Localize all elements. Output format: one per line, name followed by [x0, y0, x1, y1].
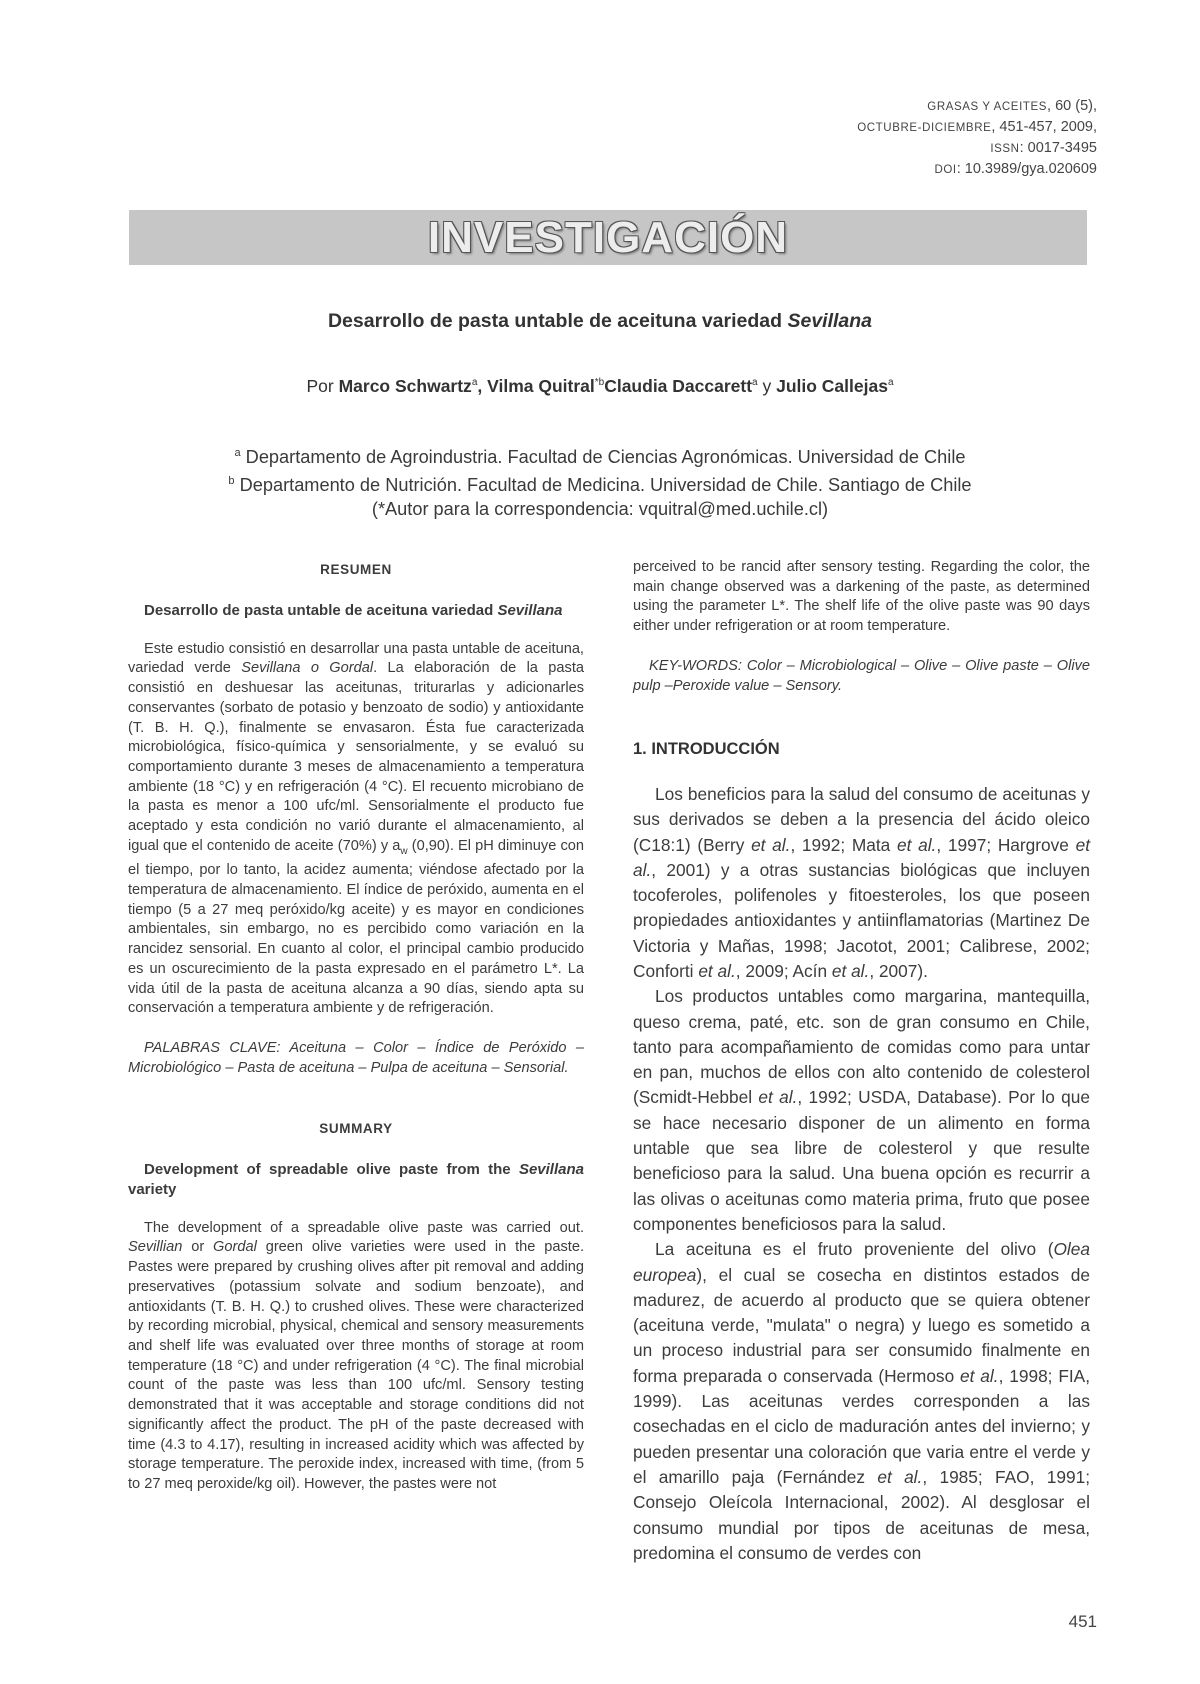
intro-heading: 1. INTRODUCCIÓN — [633, 740, 780, 759]
text-run: , 1997; Hargrove — [936, 834, 1076, 855]
text-run: , 2009; Acín — [735, 961, 832, 981]
text-run: Los beneficios para la salud del consumo de aceitunas y sus derivados se deben a la presencia del ácido oleico (C18:1) (Berry — [633, 783, 1090, 855]
affiliation-a: $^a$ Departamento de Agroindustria. Facultad de Ciencias Agronómicas. Universidad de Chile — [234, 447, 966, 468]
authors: Por Marco Schwartz$^a$, Vilma Quitral$^{*b}$Claudia Daccarett$^a$ y Julio Callejas$^a$ — [306, 376, 894, 396]
italic-run: et al. — [877, 1466, 923, 1487]
italic-run: et al. — [960, 1365, 999, 1386]
journal-info — [857, 96, 1097, 180]
affiliations — [0, 441, 1200, 521]
italic-run: et al. — [831, 961, 870, 981]
journal-line-2: OCTUBRE-DICIEMBRE, 451-457, 2009, — [857, 119, 1097, 135]
text-run: , 2001) y a otras sustancias biológicas que incluyen tocoferoles, polifenoles y fitoesteroles, los que poseen propiedades antioxidantes y antiinflamatorias (Martinez De Victoria y Mañas, 1998; Jacotot, 2001; Calibrese, 2002; Conforti — [633, 859, 1090, 981]
page-number: 451 — [1068, 1612, 1097, 1631]
summary-abstract-continued: perceived to be rancid after sensory testing. Regarding the color, the main change observed was a darkening of the paste, as determined using the parameter L*. The shelf life of the olive paste was 90 days either under refrigeration or at room temperature. — [633, 559, 1090, 635]
italic-run: et al. — [758, 1087, 798, 1108]
italic-run: Olea europea — [633, 1239, 1090, 1285]
author-3: Claudia Daccarett — [604, 376, 753, 396]
intro-body — [633, 782, 1090, 1566]
text-run: , 1992; Mata — [790, 834, 897, 855]
italic-run: et al. — [751, 834, 791, 855]
intro-paragraph — [633, 782, 1090, 984]
right-column — [633, 558, 1090, 1566]
text-run: La aceituna es el fruto proveniente del olivo ( — [655, 1239, 1054, 1260]
summary-heading: SUMMARY — [319, 1121, 393, 1137]
left-column — [128, 560, 584, 1495]
summary-keywords: KEY-WORDS: Color – Microbiological – Olive – Olive paste – Olive pulp –Peroxide value – Sensory. — [633, 657, 1090, 694]
text-run: , 1985; FAO, 1991; Consejo Oleícola Internacional, 2002). Al desglosar el consumo mundial por tipos de aceitunas de mesa, predomina el consumo de verdes con — [633, 1466, 1090, 1563]
resumen-keywords: PALABRAS CLAVE: Aceituna – Color – Índice de Peróxido – Microbiológico – Pasta de aceituna – Pulpa de aceituna – Sensorial. — [128, 1039, 584, 1076]
italic-run: et al. — [698, 961, 736, 981]
paper-title: Desarrollo de pasta untable de aceituna variedad Sevillana — [327, 310, 873, 332]
text-run: , 2007). — [869, 961, 928, 981]
banner-text: INVESTIGACIÓN — [427, 213, 789, 262]
journal-line-4: DOI: 10.3989/gya.020609 — [934, 161, 1097, 177]
journal-line-3: ISSN: 0017-3495 — [990, 140, 1097, 156]
section-banner — [129, 210, 1087, 265]
italic-run: et al. — [633, 834, 1091, 880]
journal-line-1: GRASAS Y ACEITES, 60 (5), — [927, 98, 1097, 114]
author-2: Vilma Quitral — [487, 376, 595, 396]
intro-paragraph — [633, 1237, 1090, 1566]
text-run: ), el cual se cosecha en distintos estados de madurez, de acuerdo al producto que se quiera obtener (aceituna verde, "mulata" o negra) y luego es sometido a un proceso industrial para ser consumido finalmente en forma preparada o conservada (Hermoso — [633, 1264, 1090, 1386]
italic-run: et al. — [897, 834, 937, 855]
text-run: Los productos untables como margarina, mantequilla, queso crema, paté, etc. son de gran consumo en Chile, tanto para acompañamiento de comidas como para untar en pan, muchos de ellos con alto contenido de colesterol (Scmidt-Hebbel — [633, 986, 1090, 1108]
affiliation-b: $^b$ Departamento de Nutrición. Facultad de Medicina. Universidad de Chile. Santiago de Chile — [228, 475, 972, 496]
resumen-heading: RESUMEN — [320, 562, 392, 577]
text-run: , 1998; FIA, 1999). Las aceitunas verdes corresponden a las cosechadas en el ciclo de maduración antes del invierno; y pueden presentar una coloración que varia entre el verde y el amarillo paja (Fernández — [633, 1365, 1091, 1487]
summary-abstract: The development of a spreadable olive paste was carried out. Sevillian or Gordal green olive varieties were used in the paste. Pastes were prepared by crushing olives after pit removal and adding preservatives (potassium solvate and sodium benzoate), and antioxidants (T. B. H. Q.) to crushed olives. These were characterized by recording microbial, physical, chemical and sensory measurements and shelf life was evaluated over three months of storage at room temperature (18 °C) and under refrigeration (4 °C). The final microbial count of the paste was less than 100 ufc/ml. Sensory testing demonstrated that it was acceptable and storage conditions did not significantly affect the product. The pH of the paste decreased with time (4.3 to 4.17), resulting in increased acidity which was affected by storage temperature. The peroxide index, increased with time, (from 5 to 27 meq peroxide/kg oil). However, the pastes were not — [128, 1219, 585, 1492]
resumen-abstract: Este estudio consistió en desarrollar una pasta untable de aceituna, variedad verde Sevillana o Gordal. La elaboración de la pasta consistió en deshuesar las aceitunas, triturarlas y adicionarles conservantes (sorbato de potasio y benzoato de sodio) y antioxidante (T. B. H. Q.), finalmente se envasaron. Ésta fue caracterizada microbiológica, físico-química y sensorialmente, y se evaluó su comportamiento durante 3 meses de almacenamiento a temperatura ambiente (18 °C) y en refrigeración (4 °C). El recuento microbiano de la pasta es menor a 100 ufc/ml. Sensorialmente el producto fue aceptado y esta condición no varió durante el almacenamiento, al igual que el contenido de aceite (70%) y $a_w$ (0,90). El pH diminuye con el tiempo, por lo tanto, la acidez aumenta; viéndose afectado por la temperatura de almacenamiento. El índice de peróxido, aumenta en el tiempo (5 a 27 meq peróxido/kg aceite) y es mayor en condiciones ambientales, sin embargo, no es percibido como variación en la rancidez sensorial. En cuanto al color, el principal cambio producido es un oscurecimiento de la pasta expresado en el parámetro L*. La vida útil de la pasta de aceituna alcanza a 90 días, siendo apta su conservación a temperatura ambiente y de refrigeración. — [128, 640, 584, 1017]
author-4: Julio Callejas — [776, 376, 888, 396]
summary-subtitle: Development of spreadable olive paste from the Sevillana variety — [128, 1161, 584, 1199]
author-1: Marco Schwartz — [338, 376, 472, 396]
text-run: , 1992; USDA, Database). Por lo que se hace necesario disponer de un alimento en forma untable que sea libre de colesterol y que resulte beneficioso para la salud. Una buena opción es recurrir a las olivas o aceitunas como materia prima, fruto que posee componentes beneficiosos para la salud. — [633, 1087, 1090, 1234]
intro-paragraph — [633, 984, 1090, 1237]
correspondence: (*Autor para la correspondencia: vquitral@med.uchile.cl) — [371, 499, 829, 520]
resumen-subtitle: Desarrollo de pasta untable de aceituna variedad Sevillana — [144, 602, 563, 619]
